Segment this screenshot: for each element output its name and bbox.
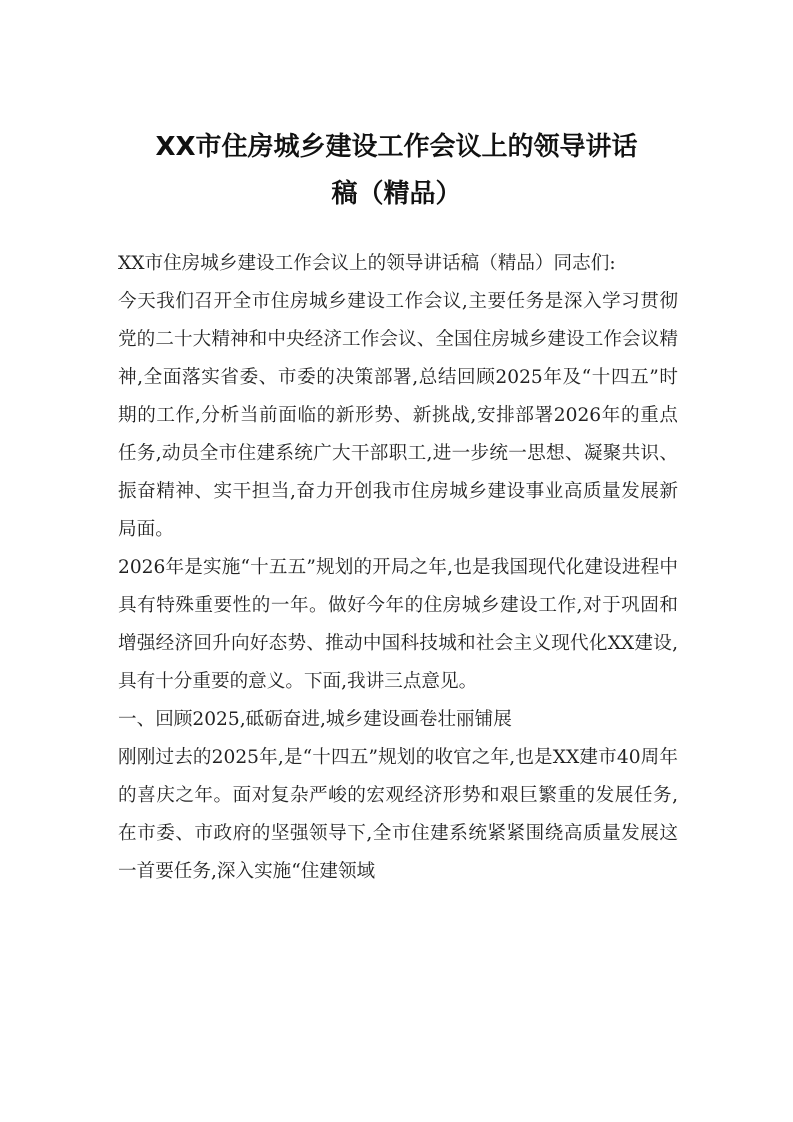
document-body <box>118 245 678 891</box>
paragraph-review: 刚刚过去的2025年,是“十四五”规划的收官之年,也是XX建市40周年的喜庆之年。面对复杂严峻的宏观经济形势和艰巨繁重的发展任务,在市委、市政府的坚强领导下,全市住建系统紧紧围绕高质量发展这一首要任务,深入实施“住建领域 <box>118 747 678 882</box>
paragraph-intro: 今天我们召开全市住房城乡建设工作会议,主要任务是深入学习贯彻党的二十大精神和中央经济工作会议、全国住房城乡建设工作会议精神,全面落实省委、市委的决策部署,总结回顾2025年及“十四五”时期的工作,分析当前面临的新形势、新挑战,安排部署2026年的重点任务,动员全市住建系统广大干部职工,进一步统一思想、凝聚共识、振奋精神、实干担当,奋力开创我市住房城乡建设事业高质量发展新局面。 <box>118 291 678 540</box>
paragraph-greeting: XX市住房城乡建设工作会议上的领导讲话稿（精品）同志们: <box>118 253 616 274</box>
document-title-line-1: XX市住房城乡建设工作会议上的领导讲话 <box>155 132 638 162</box>
section-heading-1: 一、回顾2025,砥砺奋进,城乡建设画卷壮丽铺展 <box>118 709 512 730</box>
document-title-line-2: 稿（精品） <box>331 179 462 209</box>
paragraph-significance: 2026年是实施“十五五”规划的开局之年,也是我国现代化建设进程中具有特殊重要性的一年。做好今年的住房城乡建设工作,对于巩固和增强经济回升向好态势、推动中国科技城和社会主义现代化XX建设,具有十分重要的意义。下面,我讲三点意见。 <box>118 557 678 692</box>
